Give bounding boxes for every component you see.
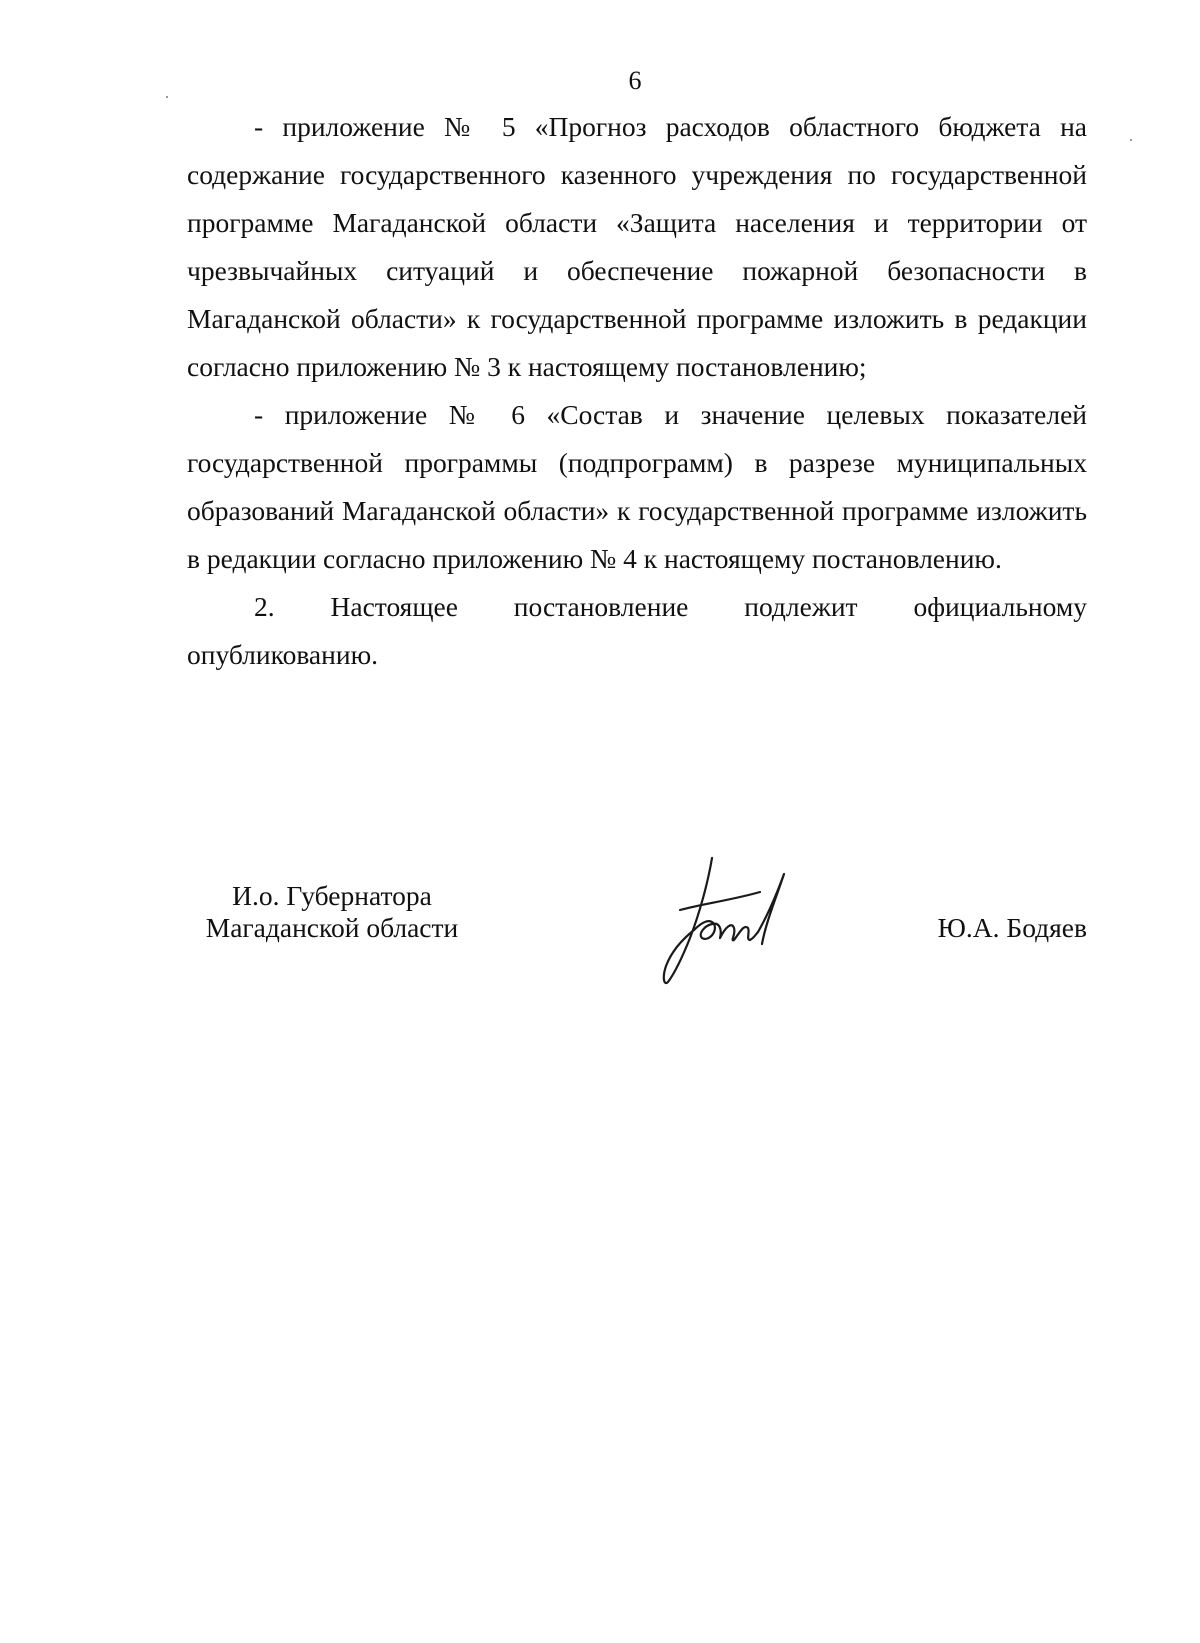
paragraph-appendix-6: - приложение № 6 «Состав и значение целевых показателей государственной программы (подпрограмм) в разрезе муниципальных образований Магаданской области» к государственной программе изложить в редакции согласно приложению № 4 к настоящему постановлению. <box>187 399 1087 574</box>
scan-speck <box>166 96 168 98</box>
signer-title-line2: Магаданской области <box>205 912 459 943</box>
paragraph-publication: 2. Настоящее постановление подлежит официальному опубликованию. <box>187 591 1087 670</box>
signer-title-line1: И.о. Губернатора <box>232 880 432 911</box>
paragraph-appendix-5: - приложение № 5 «Прогноз расходов областного бюджета на содержание государственного казенного учреждения по государственной программе Магаданской области «Защита населения и территории от чрезвычайных ситуаций и обеспечение пожарной безопасности в Магаданской области» к государственной программе изложить в редакции согласно приложению № 3 к настоящему постановлению; <box>187 111 1087 382</box>
signer-title <box>187 880 477 944</box>
signer-name: Ю.А. Бодяев <box>937 912 1087 943</box>
handwritten-signature-icon <box>650 852 800 992</box>
page-number: 6 <box>628 66 642 95</box>
scan-speck <box>1130 139 1132 141</box>
document-body <box>187 103 1087 679</box>
signature-block <box>0 880 1200 1020</box>
